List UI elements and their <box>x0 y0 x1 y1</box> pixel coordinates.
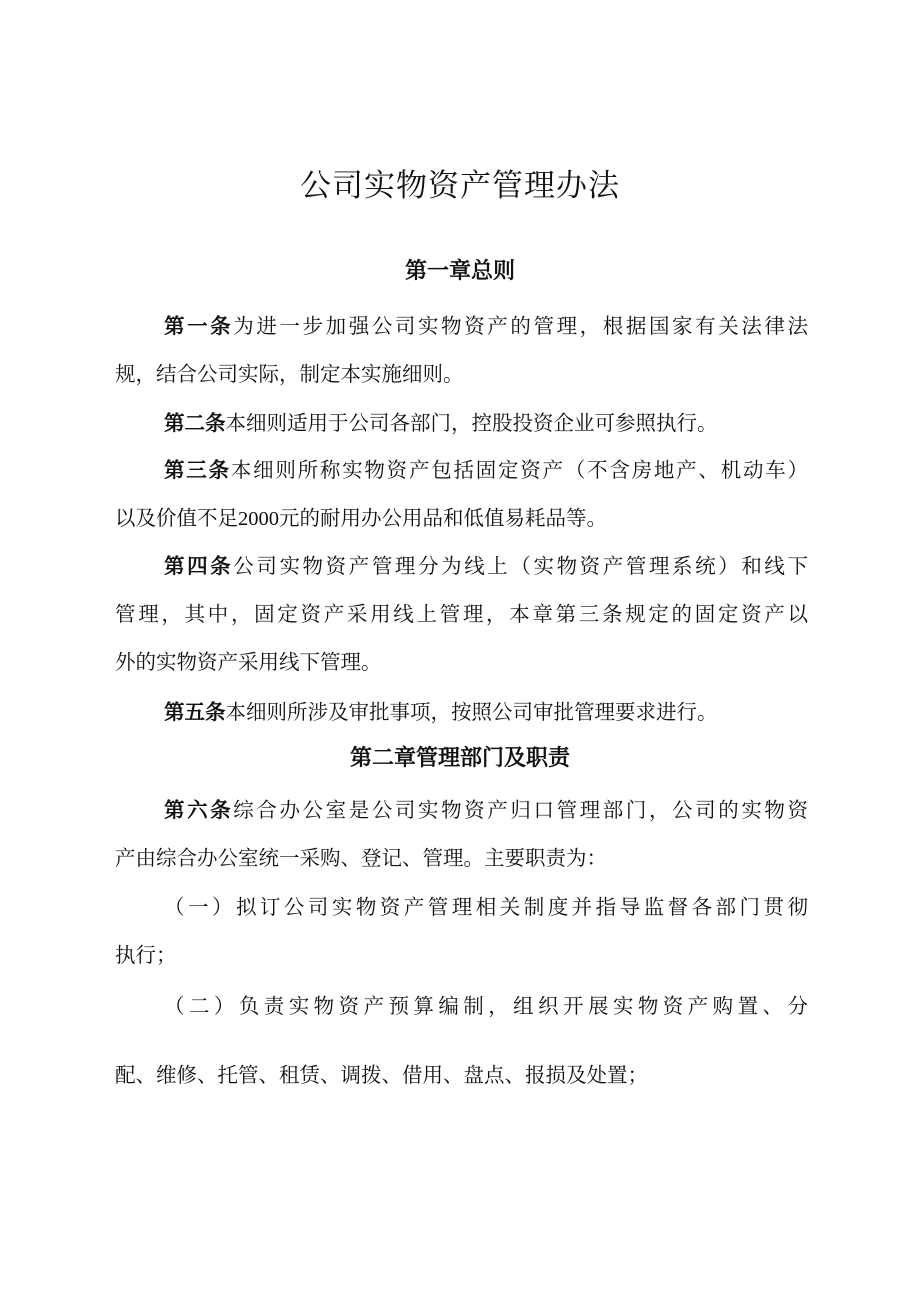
article-3-label: 第三条 <box>164 458 231 482</box>
article-4-line-2: 管理，其中，固定资产采用线上管理，本章第三条规定的固定资产以 <box>115 602 808 626</box>
chapter-heading-1: 第一章总则 <box>404 259 515 284</box>
article-6-line-2: 产由综合办公室统一采购、登记、管理。主要职责为： <box>115 846 607 870</box>
item-1-line-2: 执行； <box>115 943 177 967</box>
article-6-label: 第六条 <box>164 798 234 822</box>
article-1-text: 为进一步加强公司实物资产的管理，根据国家有关法律法 <box>233 314 808 338</box>
article-3-line-1 <box>164 454 808 486</box>
item-2-line-1: （二）负责实物资产预算编制，组织开展实物资产购置、分 <box>164 994 808 1018</box>
article-1-label: 第一条 <box>164 314 234 338</box>
article-2 <box>164 407 808 439</box>
article-3-line-2 <box>115 502 808 535</box>
article-3-amount: 2000 <box>238 508 279 530</box>
article-3-text: 本细则所称实物资产包括固定资产（不含房地产、机动车） <box>230 458 808 482</box>
document-title: 公司实物资产管理办法 <box>300 168 620 204</box>
article-3-line-2-a: 以及价值不足 <box>115 506 238 530</box>
article-6-text: 综合办公室是公司实物资产归口管理部门，公司的实物资 <box>233 798 808 822</box>
article-3-line-2-b: 元的耐用办公用品和低值易耗品等。 <box>279 506 607 530</box>
article-4-label: 第四条 <box>164 554 234 578</box>
article-1-line-1 <box>164 310 808 342</box>
article-1-line-2: 规，结合公司实际，制定本实施细则。 <box>115 362 464 386</box>
article-5-text: 本细则所涉及审批事项，按照公司审批管理要求进行。 <box>225 700 718 724</box>
item-2-line-2: 配、维修、托管、租赁、调拨、借用、盘点、报损及处置； <box>115 1063 648 1087</box>
article-4-line-1 <box>164 550 808 582</box>
article-4-line-3: 外的实物资产采用线下管理。 <box>115 650 382 674</box>
article-6-line-1 <box>164 794 808 826</box>
item-1-line-1: （一）拟订公司实物资产管理相关制度并指导监督各部门贯彻 <box>164 895 808 919</box>
article-4-text: 公司实物资产管理分为线上（实物资产管理系统）和线下 <box>233 554 808 578</box>
article-2-label: 第二条 <box>164 411 226 435</box>
article-2-text: 本细则适用于公司各部门，控股投资企业可参照执行。 <box>225 411 718 435</box>
article-5 <box>164 696 808 728</box>
chapter-heading-2: 第二章管理部门及职责 <box>349 746 570 771</box>
article-5-label: 第五条 <box>164 700 226 724</box>
